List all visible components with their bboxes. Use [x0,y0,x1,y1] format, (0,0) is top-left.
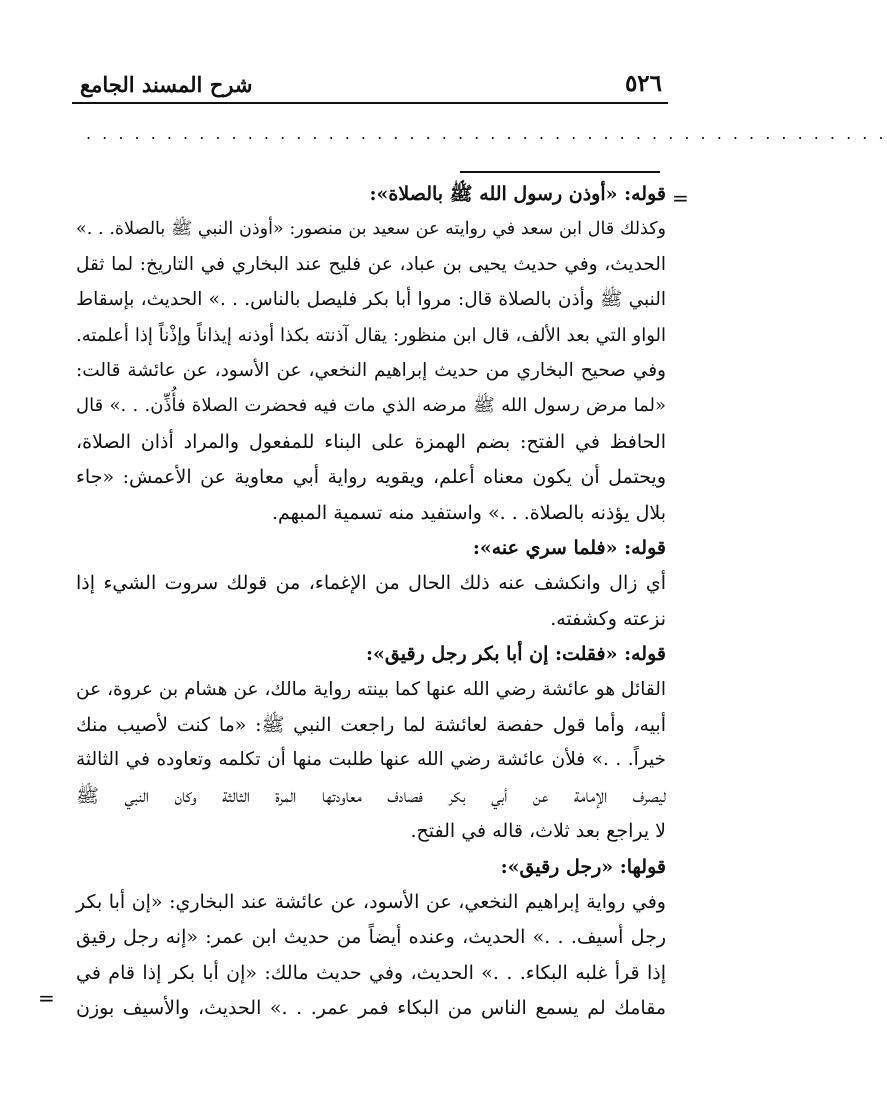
heading-line: قولها: «رجل رقيق»: [500,855,666,878]
text-line: رجل أسيف. . .» الحديث، وعنده أيضاً من حديث ابن عمر: «إنه رجل رقيق [76,926,666,949]
text-line: القائل هو عائشة رضي الله عنها كما بينته رواية مالك، عن هشام بن عروة، عن [76,678,666,700]
text-line: الواو التي بعد الألف، قال ابن منظور: يقال آذنته بكذا أوذنه إيذاناً وإذْناً إذا أعلمته. [76,324,666,346]
text-line: بلال يؤذنه بالصلاة. . .» واستفيد منه تسمية المبهم. [271,501,666,524]
page-body [76,176,666,1026]
text-line: وفي صحيح البخاري من حديث إبراهيم النخعي، عن الأسود، عن عائشة قالت: [76,360,666,381]
heading-line: قوله: «فلما سري عنه»: [472,537,666,559]
text-line: وكذلك قال ابن سعد في روايته عن سعيد بن منصور: «أوذن النبي ﷺ بالصلاة. . .» [76,219,666,240]
text-line: الحافظ في الفتح: بضم الهمزة على البناء للمفعول والمراد أذان الصلاة، [76,430,666,453]
text-line: لا يراجع بعد ثلاث، قاله في الفتح. [410,820,666,843]
text-line: أي زال وانكشف عنه ذلك الحال من الإغماء، من قولك سروت الشيء إذا [76,572,666,595]
text-line: وفي رواية إبراهيم النخعي، عن الأسود، عن عائشة عند البخاري: «إن أبا بكر [76,891,666,913]
continuation-mark-bottom: = [38,986,55,1010]
text-line: الحديث، وفي حديث يحيى بن عباد، عن فليح عند البخاري في التاريخ: لما ثقل [76,253,666,275]
text-line: نزعته وكشفته. [550,607,666,630]
heading-line: قوله: «فقلت: إن أبا بكر رجل رقيق»: [366,643,666,666]
text-line: إذا قرأ غلبه البكاء. . .» الحديث، وفي حديث مالك: «إن أبا بكر إذا قام في [76,961,666,984]
heading-line: قوله: «أوذن رسول الله ﷺ بالصلاة»: [369,183,666,205]
text-line: «لما مرض رسول الله ﷺ مرضه الذي مات فيه فحضرت الصلاة فأُذِّن. . .» قال [76,395,666,417]
footnote-rule [460,171,660,173]
text-line: ويحتمل أن يكون معناه أعلم، ويقويه رواية أبي معاوية عن الأعمش: «جاء [76,466,666,489]
text-line: أبيه، وأما قول حفصة لعائشة لما راجعت النبي ﷺ: «ما كنت لأصيب منك [76,714,666,736]
continuation-mark-top: = [672,186,689,210]
text-line: النبي ﷺ وأذن بالصلاة قال: مروا أبا بكر فليصل بالناس. . .» الحديث، بإسقاط [76,289,666,311]
dotted-separator: . . . . . . . . . . . . . . . . . . . . . . . . . . . . . . . . . . . . . . . . . . . . . . . . . . [86,124,887,143]
running-header [72,64,668,104]
text-line: ليصرف الإمامة عن أبي بكر فصادف معاودتها المرة الثالثة وكان النبي ﷺ [76,784,666,807]
book-title: شرح المسند الجامع [80,72,253,97]
header-rule [72,102,668,104]
page-number: ٥٢٦ [624,70,662,97]
text-line: خيراً. . .» فلأن عائشة رضي الله عنها طلبت منها أن تكلمه وتعاوده في الثالثة [76,749,666,771]
text-line: مقامك لم يسمع الناس من البكاء فمر عمر. . .» الحديث، والأسيف بوزن [76,997,666,1020]
